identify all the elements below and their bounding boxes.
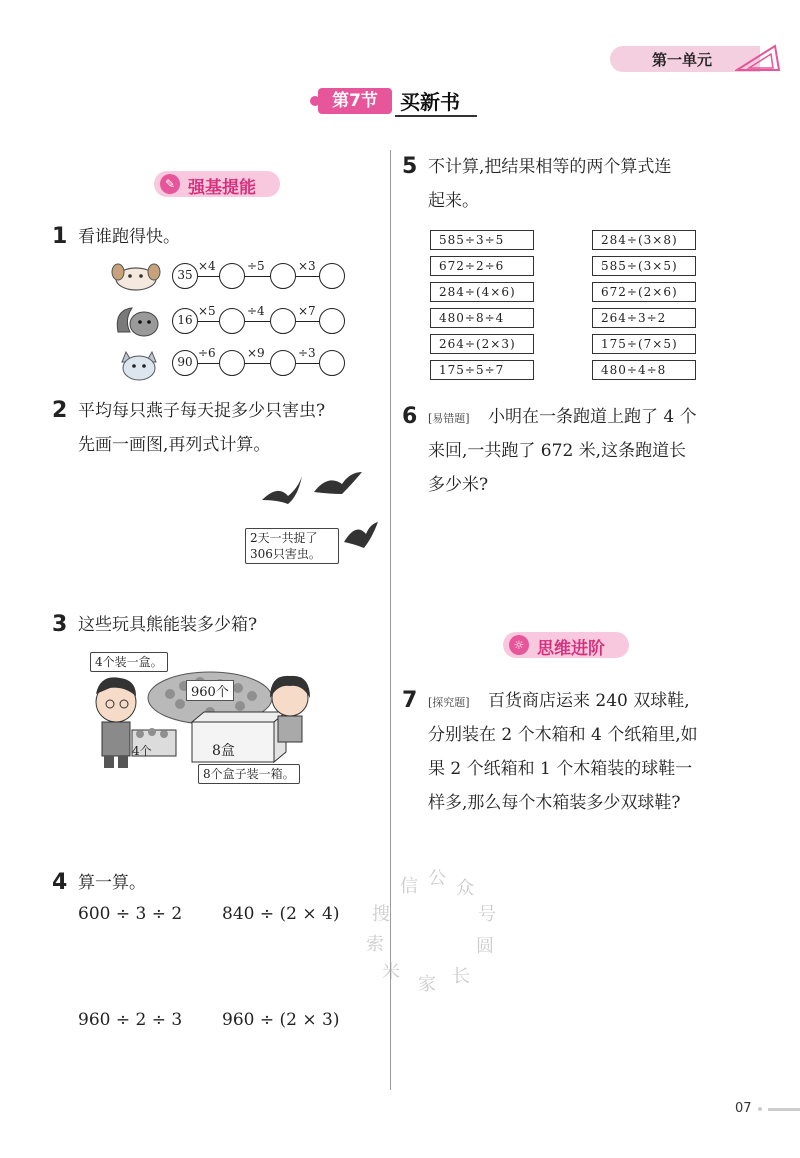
- puppy-icon: [108, 262, 164, 292]
- question-tag: [探究题]: [428, 696, 470, 709]
- chain-arrow: [245, 321, 271, 322]
- page-dot: [758, 1107, 762, 1111]
- expression-box-left[interactable]: 672÷2÷6: [430, 256, 534, 276]
- expression: 960 ÷ (2 × 3): [222, 1010, 340, 1030]
- advanced-heading-label: 思维进阶: [537, 639, 605, 659]
- watermark-char: 家: [418, 974, 436, 995]
- chain-start: 90: [172, 350, 198, 376]
- chain-op: ÷5: [247, 259, 265, 273]
- section-title-underline: [395, 115, 477, 117]
- chain-op: ÷3: [298, 346, 316, 360]
- chain-blank[interactable]: [270, 263, 296, 289]
- watermark-char: 索: [366, 934, 384, 955]
- chain-op: ÷4: [247, 304, 265, 318]
- squirrel-icon: [112, 302, 164, 338]
- question-text: 果 2 个纸箱和 1 个木箱装的球鞋一: [428, 759, 693, 779]
- advanced-heading: [503, 632, 629, 658]
- expression-box-right[interactable]: 480÷4÷8: [592, 360, 696, 380]
- question-text: 平均每只燕子每天捉多少只害虫?: [78, 401, 326, 421]
- swallow-icon: [340, 518, 380, 558]
- expression-box-right[interactable]: 264÷3÷2: [592, 308, 696, 328]
- chain-blank[interactable]: [270, 308, 296, 334]
- expression-box-right[interactable]: 175÷(7×5): [592, 334, 696, 354]
- chain-blank[interactable]: [219, 263, 245, 289]
- question-number: 7: [402, 688, 418, 713]
- chain-blank[interactable]: [219, 350, 245, 376]
- question-number: 4: [52, 870, 68, 895]
- pile-label: 960个: [186, 680, 234, 701]
- expression: 840 ÷ (2 × 4): [222, 904, 340, 924]
- question-text: 样多,那么每个木箱装多少双球鞋?: [428, 793, 681, 813]
- question-text: 算一算。: [78, 873, 146, 893]
- chain-arrow: [198, 321, 220, 322]
- question-number: 5: [402, 154, 418, 179]
- question-text: 起来。: [428, 191, 479, 211]
- chain-start: 35: [172, 263, 198, 289]
- expression-box-right[interactable]: 672÷(2×6): [592, 282, 696, 302]
- question-text: 分别装在 2 个木箱和 4 个纸箱里,如: [428, 725, 698, 745]
- callout-line: 306只害虫。: [250, 547, 321, 561]
- expression: 600 ÷ 3 ÷ 2: [78, 904, 183, 924]
- chain-op: ×4: [198, 259, 216, 273]
- chain-blank[interactable]: [319, 263, 345, 289]
- expression: 960 ÷ 2 ÷ 3: [78, 1010, 183, 1030]
- small-box-label: 4个: [132, 744, 152, 758]
- chain-blank[interactable]: [219, 308, 245, 334]
- watermark-char: 搜: [372, 904, 390, 925]
- unit-label: 第一单元: [652, 51, 713, 69]
- question-text: 先画一画图,再列式计算。: [78, 435, 271, 455]
- chain-op: ×9: [247, 346, 265, 360]
- question-text: 百货商店运来 240 双球鞋,: [488, 691, 690, 711]
- chain-op: ÷6: [198, 346, 216, 360]
- chain-arrow: [245, 363, 271, 364]
- expression-box-left[interactable]: 175÷5÷7: [430, 360, 534, 380]
- question-number: 3: [52, 612, 68, 637]
- basic-heading: [154, 171, 280, 197]
- chain-arrow: [296, 276, 320, 277]
- case-label: 8盒: [212, 743, 235, 759]
- watermark-char: 众: [456, 878, 474, 899]
- page-number: 07: [735, 1101, 752, 1116]
- watermark-char: 信: [400, 876, 418, 897]
- expression-box-left[interactable]: 480÷8÷4: [430, 308, 534, 328]
- question-text: 多少米?: [428, 475, 489, 495]
- column-divider: [390, 150, 391, 1090]
- question-number: 2: [52, 398, 68, 423]
- chain-arrow: [198, 276, 220, 277]
- question-text: 不计算,把结果相等的两个算式连: [428, 157, 672, 177]
- watermark-char: 号: [478, 904, 496, 925]
- fox-icon: [114, 346, 164, 382]
- case-callout: 8个盒子装一箱。: [198, 764, 300, 784]
- chain-op: ×7: [298, 304, 316, 318]
- brain-icon: ☼: [509, 635, 529, 655]
- watermark-char: 公: [428, 868, 446, 889]
- chain-blank[interactable]: [319, 350, 345, 376]
- section-title: 买新书: [400, 90, 460, 114]
- watermark-char: 长: [452, 966, 470, 987]
- pencil-icon: ✎: [160, 174, 180, 194]
- expression-box-right[interactable]: 284÷(3×8): [592, 230, 696, 250]
- watermark-char: 米: [382, 962, 400, 983]
- chain-arrow: [198, 363, 220, 364]
- chain-op: ×5: [198, 304, 216, 318]
- section-badge: 第7节: [318, 88, 392, 114]
- expression-box-right[interactable]: 585÷(3×5): [592, 256, 696, 276]
- question-number: 1: [52, 224, 68, 249]
- expression-box-left[interactable]: 284÷(4×6): [430, 282, 534, 302]
- expression-box-left[interactable]: 585÷3÷5: [430, 230, 534, 250]
- chain-blank[interactable]: [270, 350, 296, 376]
- chain-arrow: [296, 321, 320, 322]
- callout-line: 2天一共捉了: [250, 531, 318, 545]
- chain-arrow: [296, 363, 320, 364]
- swallow-callout: [245, 528, 339, 564]
- question-text: 看谁跑得快。: [78, 227, 180, 247]
- triangle-ruler-icon: [735, 44, 781, 72]
- chain-arrow: [245, 276, 271, 277]
- question-tag: [易错题]: [428, 412, 470, 425]
- question-text: 这些玩具熊能装多少箱?: [78, 615, 258, 635]
- chain-op: ×3: [298, 259, 316, 273]
- box-callout: 4个装一盒。: [90, 652, 168, 672]
- page-line: [768, 1108, 800, 1111]
- watermark-char: 圆: [476, 936, 494, 957]
- expression-box-left[interactable]: 264÷(2×3): [430, 334, 534, 354]
- question-number: 6: [402, 404, 418, 429]
- question-text: 来回,一共跑了 672 米,这条跑道长: [428, 441, 687, 461]
- question-text: 小明在一条跑道上跑了 4 个: [488, 407, 697, 427]
- chain-start: 16: [172, 308, 198, 334]
- basic-heading-label: 强基提能: [188, 178, 256, 198]
- chain-blank[interactable]: [319, 308, 345, 334]
